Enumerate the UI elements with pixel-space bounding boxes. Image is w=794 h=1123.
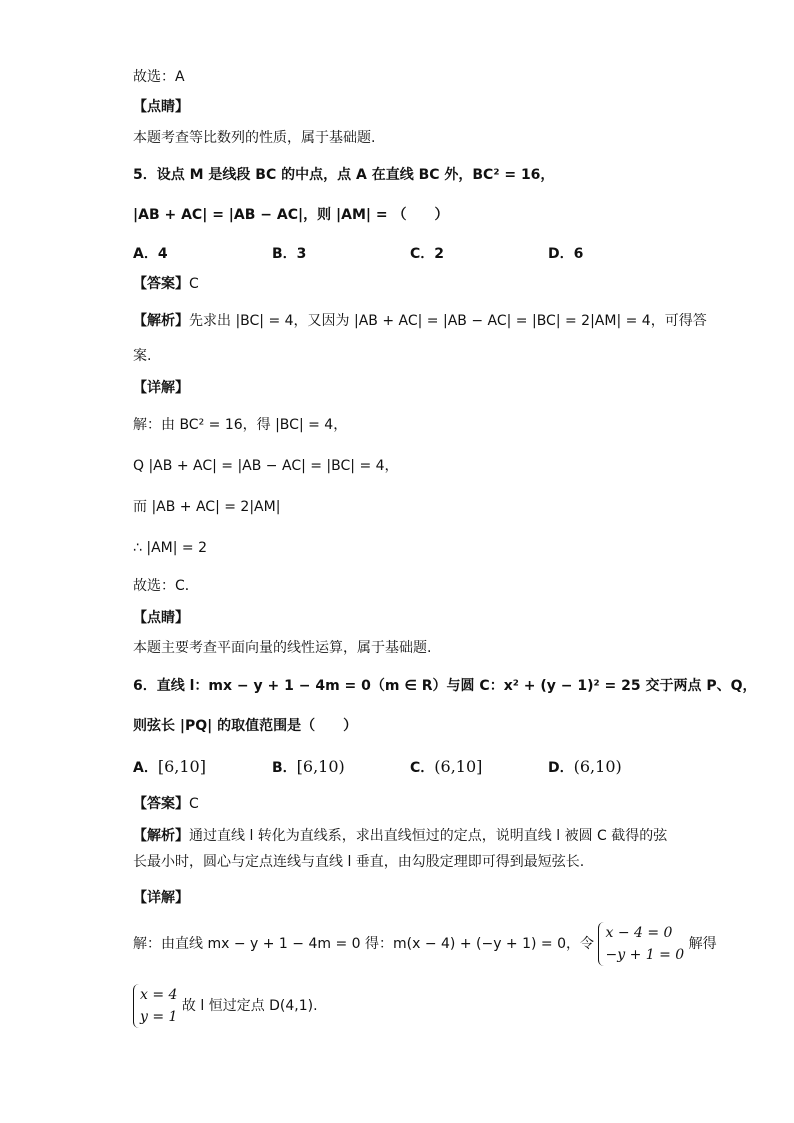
q6-answer-line	[133, 794, 674, 814]
q6-detail-1	[133, 920, 717, 968]
q5-detail-1: 解：由 BC² = 16，得 |BC| = 4，	[133, 417, 348, 433]
q6-option-a	[133, 757, 206, 777]
q5-option-b: B．3	[272, 246, 307, 262]
q5-option-a: A．4	[133, 246, 168, 262]
option-label: B．	[272, 760, 297, 776]
detail-text: 解得	[688, 936, 717, 952]
answer-label: 【答案】	[133, 796, 189, 812]
q6-stem-line-1: 6．直线 l：mx − y + 1 − 4m = 0（m ∈ R）与圆 C：x² + (y − 1)² = 25 交于两点 P、Q，	[133, 678, 757, 694]
analysis-text: 先求出 |BC| = 4，又因为 |AB + AC| = |AB − AC| = |BC| = 2|AM| = 4，可得答	[189, 313, 707, 329]
detail-text: 故 l 恒过定点 D(4,1).	[181, 998, 318, 1014]
q5-analysis-line-1	[133, 311, 707, 331]
q6-analysis	[133, 823, 674, 875]
equation-row: y = 1	[140, 1009, 178, 1025]
remark-text: 本题考查等比数列的性质，属于基础题.	[133, 130, 376, 146]
q5-note-text: 本题主要考查平面向量的线性运算，属于基础题.	[133, 640, 432, 656]
line-conclusion: 故选：A	[133, 69, 185, 85]
q5-detail-3: 而 |AB + AC| = 2|AM|	[133, 499, 281, 515]
answer-value: C	[189, 276, 199, 292]
equation-system	[133, 984, 177, 1028]
detail-text: 解：由直线 mx − y + 1 − 4m = 0 得：m(x − 4) + (−y + 1) = 0，令	[133, 936, 595, 952]
q5-answer-line	[133, 274, 674, 294]
option-value: [6,10)	[296, 757, 345, 776]
q6-option-c	[410, 757, 482, 777]
q5-detail-label: 【详解】	[133, 380, 189, 396]
answer-label: 【答案】	[133, 276, 189, 292]
q5-stem-line-2: |AB + AC| = |AB − AC|，则 |AM| = （ ）	[133, 207, 449, 223]
q5-stem-line-1: 5．设点 M 是线段 BC 的中点，点 A 在直线 BC 外，BC² = 16，	[133, 167, 555, 183]
q6-detail-2	[133, 982, 674, 1030]
analysis-text: 通过直线 l 转化为直线系，求出直线恒过的定点，说明直线 l 被圆 C 截得的弦长最小时，圆心与定点连线与直线 l 垂直，由勾股定理即可得到最短弦长.	[133, 828, 668, 870]
answer-value: C	[189, 796, 199, 812]
q5-note-label: 【点睛】	[133, 610, 189, 626]
q6-option-d	[548, 757, 622, 777]
option-value: [6,10]	[157, 757, 206, 776]
option-label: D．	[548, 760, 574, 776]
option-label: C．	[410, 760, 435, 776]
q6-stem-line-2: 则弦长 |PQ| 的取值范围是（ ）	[133, 718, 358, 734]
analysis-label: 【解析】	[133, 313, 189, 329]
option-value: (6,10]	[434, 757, 483, 776]
equation-row: x − 4 = 0	[605, 925, 673, 941]
section-label-remark: 【点睛】	[133, 99, 189, 115]
q5-detail-4: ∴ |AM| = 2	[133, 540, 207, 556]
equation-system	[598, 922, 684, 966]
q6-option-b	[272, 757, 345, 777]
q5-detail-2: Q |AB + AC| = |AB − AC| = |BC| = 4，	[133, 458, 399, 474]
equation-row: −y + 1 = 0	[605, 947, 685, 963]
q5-option-c: C．2	[410, 246, 445, 262]
q6-detail-label: 【详解】	[133, 890, 189, 906]
option-label: A．	[133, 760, 158, 776]
q5-detail-5: 故选：C．	[133, 578, 199, 594]
option-value: (6,10)	[573, 757, 622, 776]
analysis-label: 【解析】	[133, 828, 189, 844]
q5-option-d: D．6	[548, 246, 584, 262]
q5-analysis-line-2: 案.	[133, 348, 152, 364]
equation-row: x = 4	[140, 987, 178, 1003]
